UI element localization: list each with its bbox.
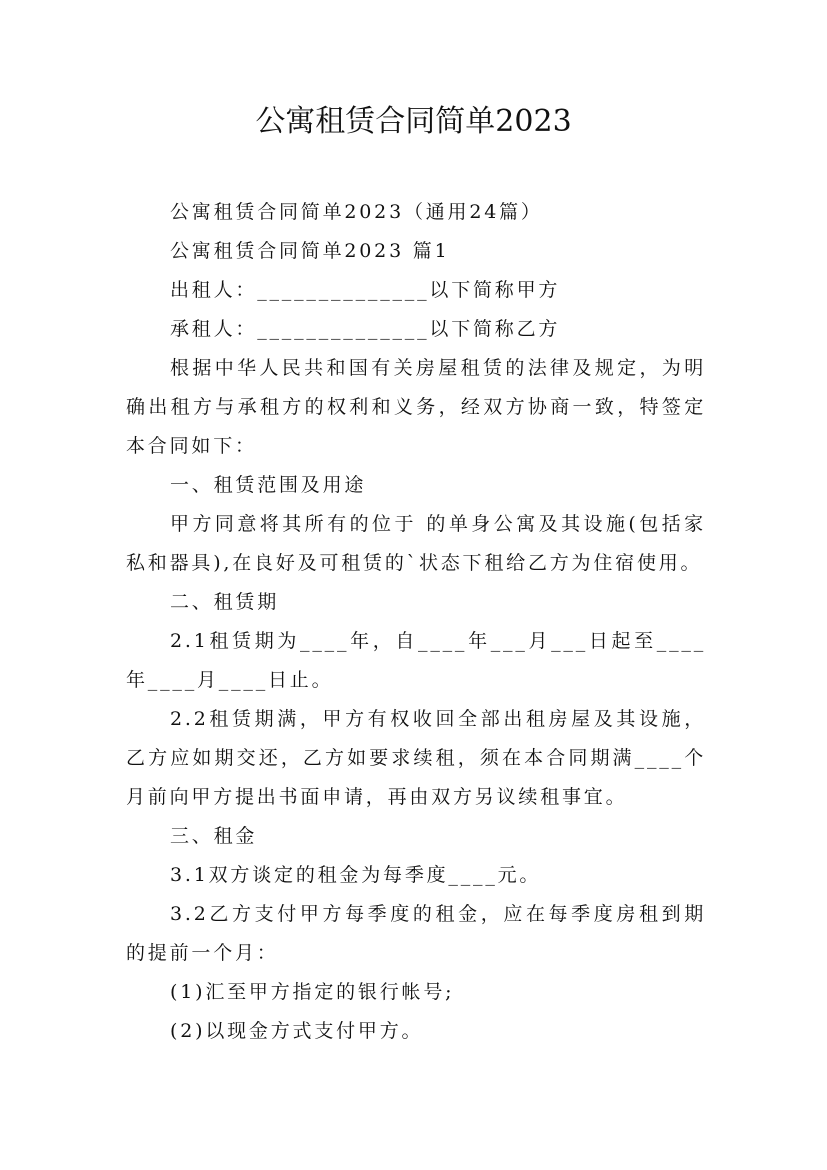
heading-rent: 三、租金	[170, 825, 258, 847]
heading-lease-term: 二、租赁期	[170, 591, 280, 613]
paragraph-scope: 甲方同意将其所有的位于 的单身公寓及其设施(包括家私和器具),在良好及可租赁的`状态下租给乙方为住宿使用。	[126, 513, 706, 574]
paragraph-term-2-2: 2.2租赁期满，甲方有权收回全部出租房屋及其设施，乙方应如期交还，乙方如要求续租，须在本合同期满____个月前向甲方提出书面申请，再由双方另议续租事宜。	[126, 708, 706, 808]
paragraph-lessor: 出租人：______________以下简称甲方	[170, 279, 561, 301]
paragraph-rent-3-1: 3.1双方谈定的租金为每季度____元。	[170, 864, 542, 886]
paragraph-preamble: 根据中华人民共和国有关房屋租赁的法律及规定，为明确出租方与承租方的权利和义务，经双方协商一致，特签定本合同如下：	[126, 357, 706, 457]
document-title: 公寓租赁合同简单2023	[255, 104, 572, 139]
paragraph-section-heading: 公寓租赁合同简单2023 篇1	[170, 240, 450, 262]
paragraph-lessee: 承租人：______________以下简称乙方	[170, 318, 561, 340]
paragraph-payment-option-1: (1)汇至甲方指定的银行帐号;	[170, 981, 455, 1003]
paragraph-term-2-1: 2.1租赁期为____年，自____年___月___日起至____年____月____日止。	[126, 630, 706, 691]
heading-scope-and-use: 一、租赁范围及用途	[170, 474, 367, 496]
paragraph-subtitle: 公寓租赁合同简单2023（通用24篇）	[170, 201, 543, 223]
document-body	[126, 193, 706, 1051]
paragraph-rent-3-2: 3.2乙方支付甲方每季度的租金，应在每季度房租到期的提前一个月：	[126, 903, 706, 964]
paragraph-payment-option-2: (2)以现金方式支付甲方。	[170, 1020, 424, 1042]
